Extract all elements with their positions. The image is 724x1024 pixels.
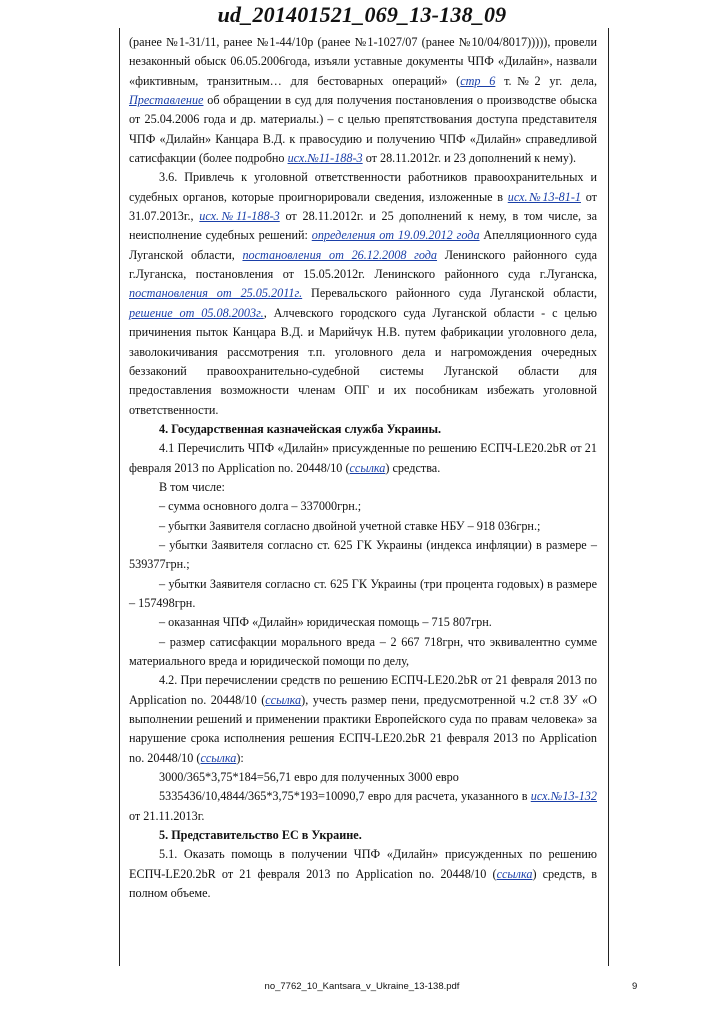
paragraph-4-2 (129, 671, 597, 768)
list-item: – оказанная ЧПФ «Дилайн» юридическая помощь – 715 807грн. (159, 615, 492, 630)
link-reference[interactable]: ссылка (496, 866, 533, 881)
list-item: – убытки Заявителя согласно двойной учетной ставке НБУ – 918 036грн.; (159, 518, 541, 533)
including-label: В том числе: (159, 479, 225, 494)
document-body (129, 33, 597, 903)
text-run: 4.2. При перечислении средств по решению ЕСПЧ-LE20.2bR от 21 февраля 2013 по Application no. 20448/10 ( (129, 673, 597, 707)
text-run: Апелляционного суда Луганской области, (129, 228, 597, 262)
link-ruling-2012[interactable]: определения от 19.09.2012 года (311, 228, 480, 243)
link-case-page[interactable]: стр 6 (460, 73, 496, 88)
paragraph-5-1 (129, 845, 597, 903)
section-heading-4: 4. Государственная казначейская служба Украины. (159, 421, 442, 436)
list-item: – убытки Заявителя согласно ст. 625 ГК Украины (индекса инфляции) в размере – 539377грн.; (129, 537, 597, 572)
text-run: 4.1 Перечислить ЧПФ «Дилайн» присужденные по решению ЕСПЧ-LE20.2bR от 21 февраля 2013 по Application no. 20448/10 ( (129, 441, 597, 475)
link-outgoing-letter-13-132[interactable]: исх.№13-132 (530, 789, 597, 804)
text-run: Ленинского районного суда г.Луганска, постановления от 15.05.2012г. Ленинского районного суда г.Луганска, (129, 247, 598, 282)
text-run: об обращении в суд для получения постановления о производстве обыска от 25.04.2006 года и др. материалы.) – с целью препятствования доступа представителя ЧПФ «Дилайн» Канцара В.Д. к правосудию и получению ЧПФ «Дилайн» справедливой сатисфакции (более подробно (129, 93, 597, 166)
link-decree-2008[interactable]: постановления от 26.12.2008 года (242, 247, 438, 262)
list-item: – убытки Заявителя согласно ст. 625 ГК Украины (три процента годовых) в размере – 157498грн. (129, 576, 597, 610)
text-run: от 31.07.2013г., (129, 189, 597, 224)
text-run: ) средств, в полном объеме. (129, 866, 597, 901)
link-submission[interactable]: Преставление (129, 93, 204, 108)
link-reference[interactable]: ссылка (265, 692, 302, 707)
page-number: 9 (632, 981, 638, 992)
text-run: 5.1. Оказать помощь в получении ЧПФ «Дилайн» присужденных по решению ЕСПЧ-LE20.2bR от 21 февраля 2013 по Application no. 20448/10 ( (129, 847, 597, 881)
text-run: т.№2 уг. дела, (495, 73, 597, 88)
link-reference[interactable]: ссылка (349, 460, 386, 475)
link-reference[interactable]: ссылка (200, 750, 237, 765)
text-run: от 21.11.2013г. (129, 808, 205, 823)
text-run: от 28.11.2012г. и 23 дополнений к нему). (362, 151, 577, 166)
list-item: – сумма основного долга – 337000грн.; (159, 499, 362, 514)
text-run: 5335436/10,4844/365*3,75*193=10090,7 евро для расчета, указанного в (159, 789, 531, 804)
link-decree-2011[interactable]: постановления от 25.05.2011г. (129, 286, 303, 301)
paragraph-3-6 (129, 168, 597, 419)
link-outgoing-letter-11-188-3[interactable]: исх.№11-188-3 (199, 209, 280, 224)
document-header-title: ud_201401521_069_13-138_09 (217, 2, 507, 27)
text-run: , Алчевского городского суда Луганской области - с целью причинения пыток Канцара В.Д. и Марийчук Н.В. путем фабрикации уголовного дела, заволокичивания рассмотрения т.п. уголовного дела и нагромождения очередных беззаконий правоохранительно-судебной системы Луганской области для предоставления возможности членам ОПГ и их пособникам избежать уголовной ответственности. (129, 305, 598, 417)
section-heading-5: 5. Представительство ЕС в Украине. (159, 828, 362, 843)
text-run: 3.6. Привлечь к уголовной ответственности работников правоохранительных и судебных органов, которые проигнорировали сведения, изложенные в (129, 170, 597, 204)
text-run: (ранее №1-31/11, ранее №1-44/10р (ранее №1-1027/07 (ранее №10/04/8017))))), провели незаконный обыск 06.05.2006года, изъяли уставные документы ЧПФ «Дилайн», назвали «фиктивным, транзитным… для бестоварных операций» ( (129, 35, 597, 88)
link-decision-2003[interactable]: решение от 05.08.2003г. (129, 305, 264, 320)
paragraph-search-detail (129, 33, 597, 168)
calculation-line (129, 787, 597, 826)
text-run: ): (236, 750, 244, 765)
text-run: ), учесть размер пени, предусмотренной ч.2 ст.8 ЗУ «О выполнении решений и применении практики Европейского суда по правам человека» за нарушение срока исполнения решения ЕСПЧ-LE20.2bR 21 февраля 2013 по Application no. 20448/10 ( (129, 692, 597, 765)
text-run: Перевальского районного суда Луганской области, (302, 286, 597, 301)
link-outgoing-letter-13-81-1[interactable]: исх.№13-81-1 (507, 189, 581, 204)
footer-filename: no_7762_10_Kantsara_v_Ukraine_13-138.pdf (264, 981, 460, 992)
link-outgoing-letter[interactable]: исх.№11-188-3 (287, 151, 363, 166)
paragraph-4-1 (129, 439, 597, 478)
text-run: от 28.11.2012г. и 25 дополнений к нему, в том числе, за неисполнение судебных решений: (129, 209, 597, 243)
calculation-line: 3000/365*3,75*184=56,71 евро для полученных 3000 евро (159, 770, 459, 785)
list-item: – размер сатисфакции морального вреда – 2 667 718грн, что эквивалентно сумме материального вреда и юридической помощи по делу, (129, 634, 597, 668)
text-run: ) средства. (385, 460, 441, 475)
